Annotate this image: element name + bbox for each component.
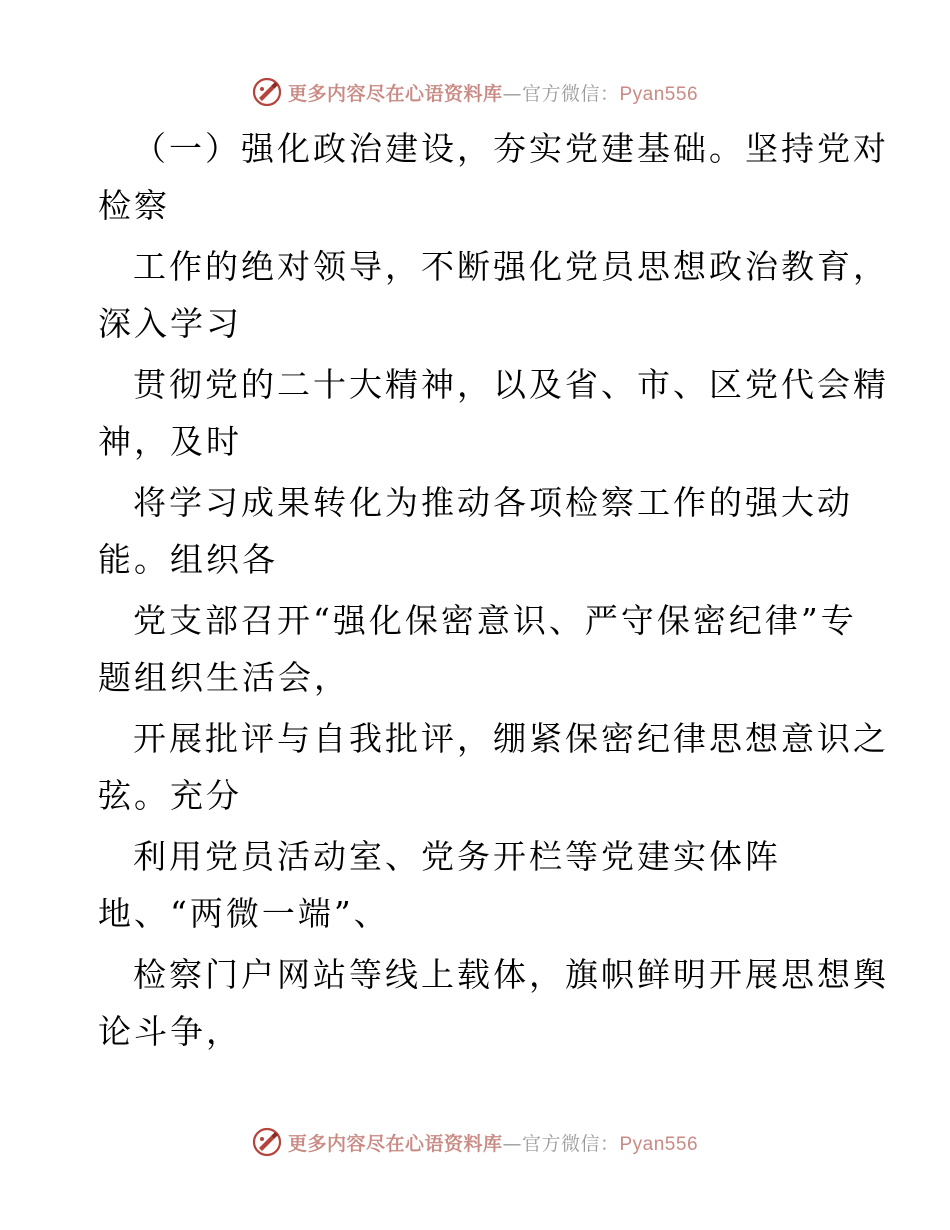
paragraph-line: 深入学习 xyxy=(98,304,242,343)
banner-wechat-id: Pyan556 xyxy=(619,1133,699,1155)
paragraph-line: 地、“两微一端”、 xyxy=(98,894,390,933)
banner-wechat-id: Pyan556 xyxy=(619,83,699,105)
paragraph-line: 检察 xyxy=(98,186,170,225)
pen-logo-icon xyxy=(252,1127,282,1157)
paragraph-line: 贯彻党的二十大精神，以及省、市、区党代会精 xyxy=(133,365,889,404)
banner-contact-label: —官方微信： xyxy=(502,82,620,105)
paragraph-line: 利用党员活动室、党务开栏等党建实体阵 xyxy=(133,837,781,876)
paragraph-line: 检察门户网站等线上载体，旗帜鲜明开展思想舆 xyxy=(133,955,889,994)
header-banner xyxy=(0,72,950,112)
banner-title: 更多内容尽在心语资料库 xyxy=(287,82,503,105)
paragraph-line: 工作的绝对领导，不断强化党员思想政治教育， xyxy=(133,247,889,286)
paragraph-line: 论斗争， xyxy=(98,1012,242,1051)
paragraph-line: （一）强化政治建设，夯实党建基础。坚持党对 xyxy=(133,129,889,168)
paragraph-line: 题组织生活会， xyxy=(98,658,350,697)
paragraph-line: 能。组织各 xyxy=(98,540,278,579)
paragraph-line: 将学习成果转化为推动各项检察工作的强大动 xyxy=(133,483,853,522)
paragraph-line: 党支部召开“强化保密意识、严守保密纪律”专 xyxy=(133,601,857,640)
paragraph-line: 神，及时 xyxy=(98,422,242,461)
footer-banner xyxy=(0,1122,950,1162)
banner-title: 更多内容尽在心语资料库 xyxy=(287,1132,503,1155)
banner-contact-label: —官方微信： xyxy=(502,1132,620,1155)
paragraph-line: 弦。充分 xyxy=(98,776,242,815)
paragraph-line: 开展批评与自我批评，绷紧保密纪律思想意识之 xyxy=(133,719,889,758)
pen-logo-icon xyxy=(252,77,282,107)
